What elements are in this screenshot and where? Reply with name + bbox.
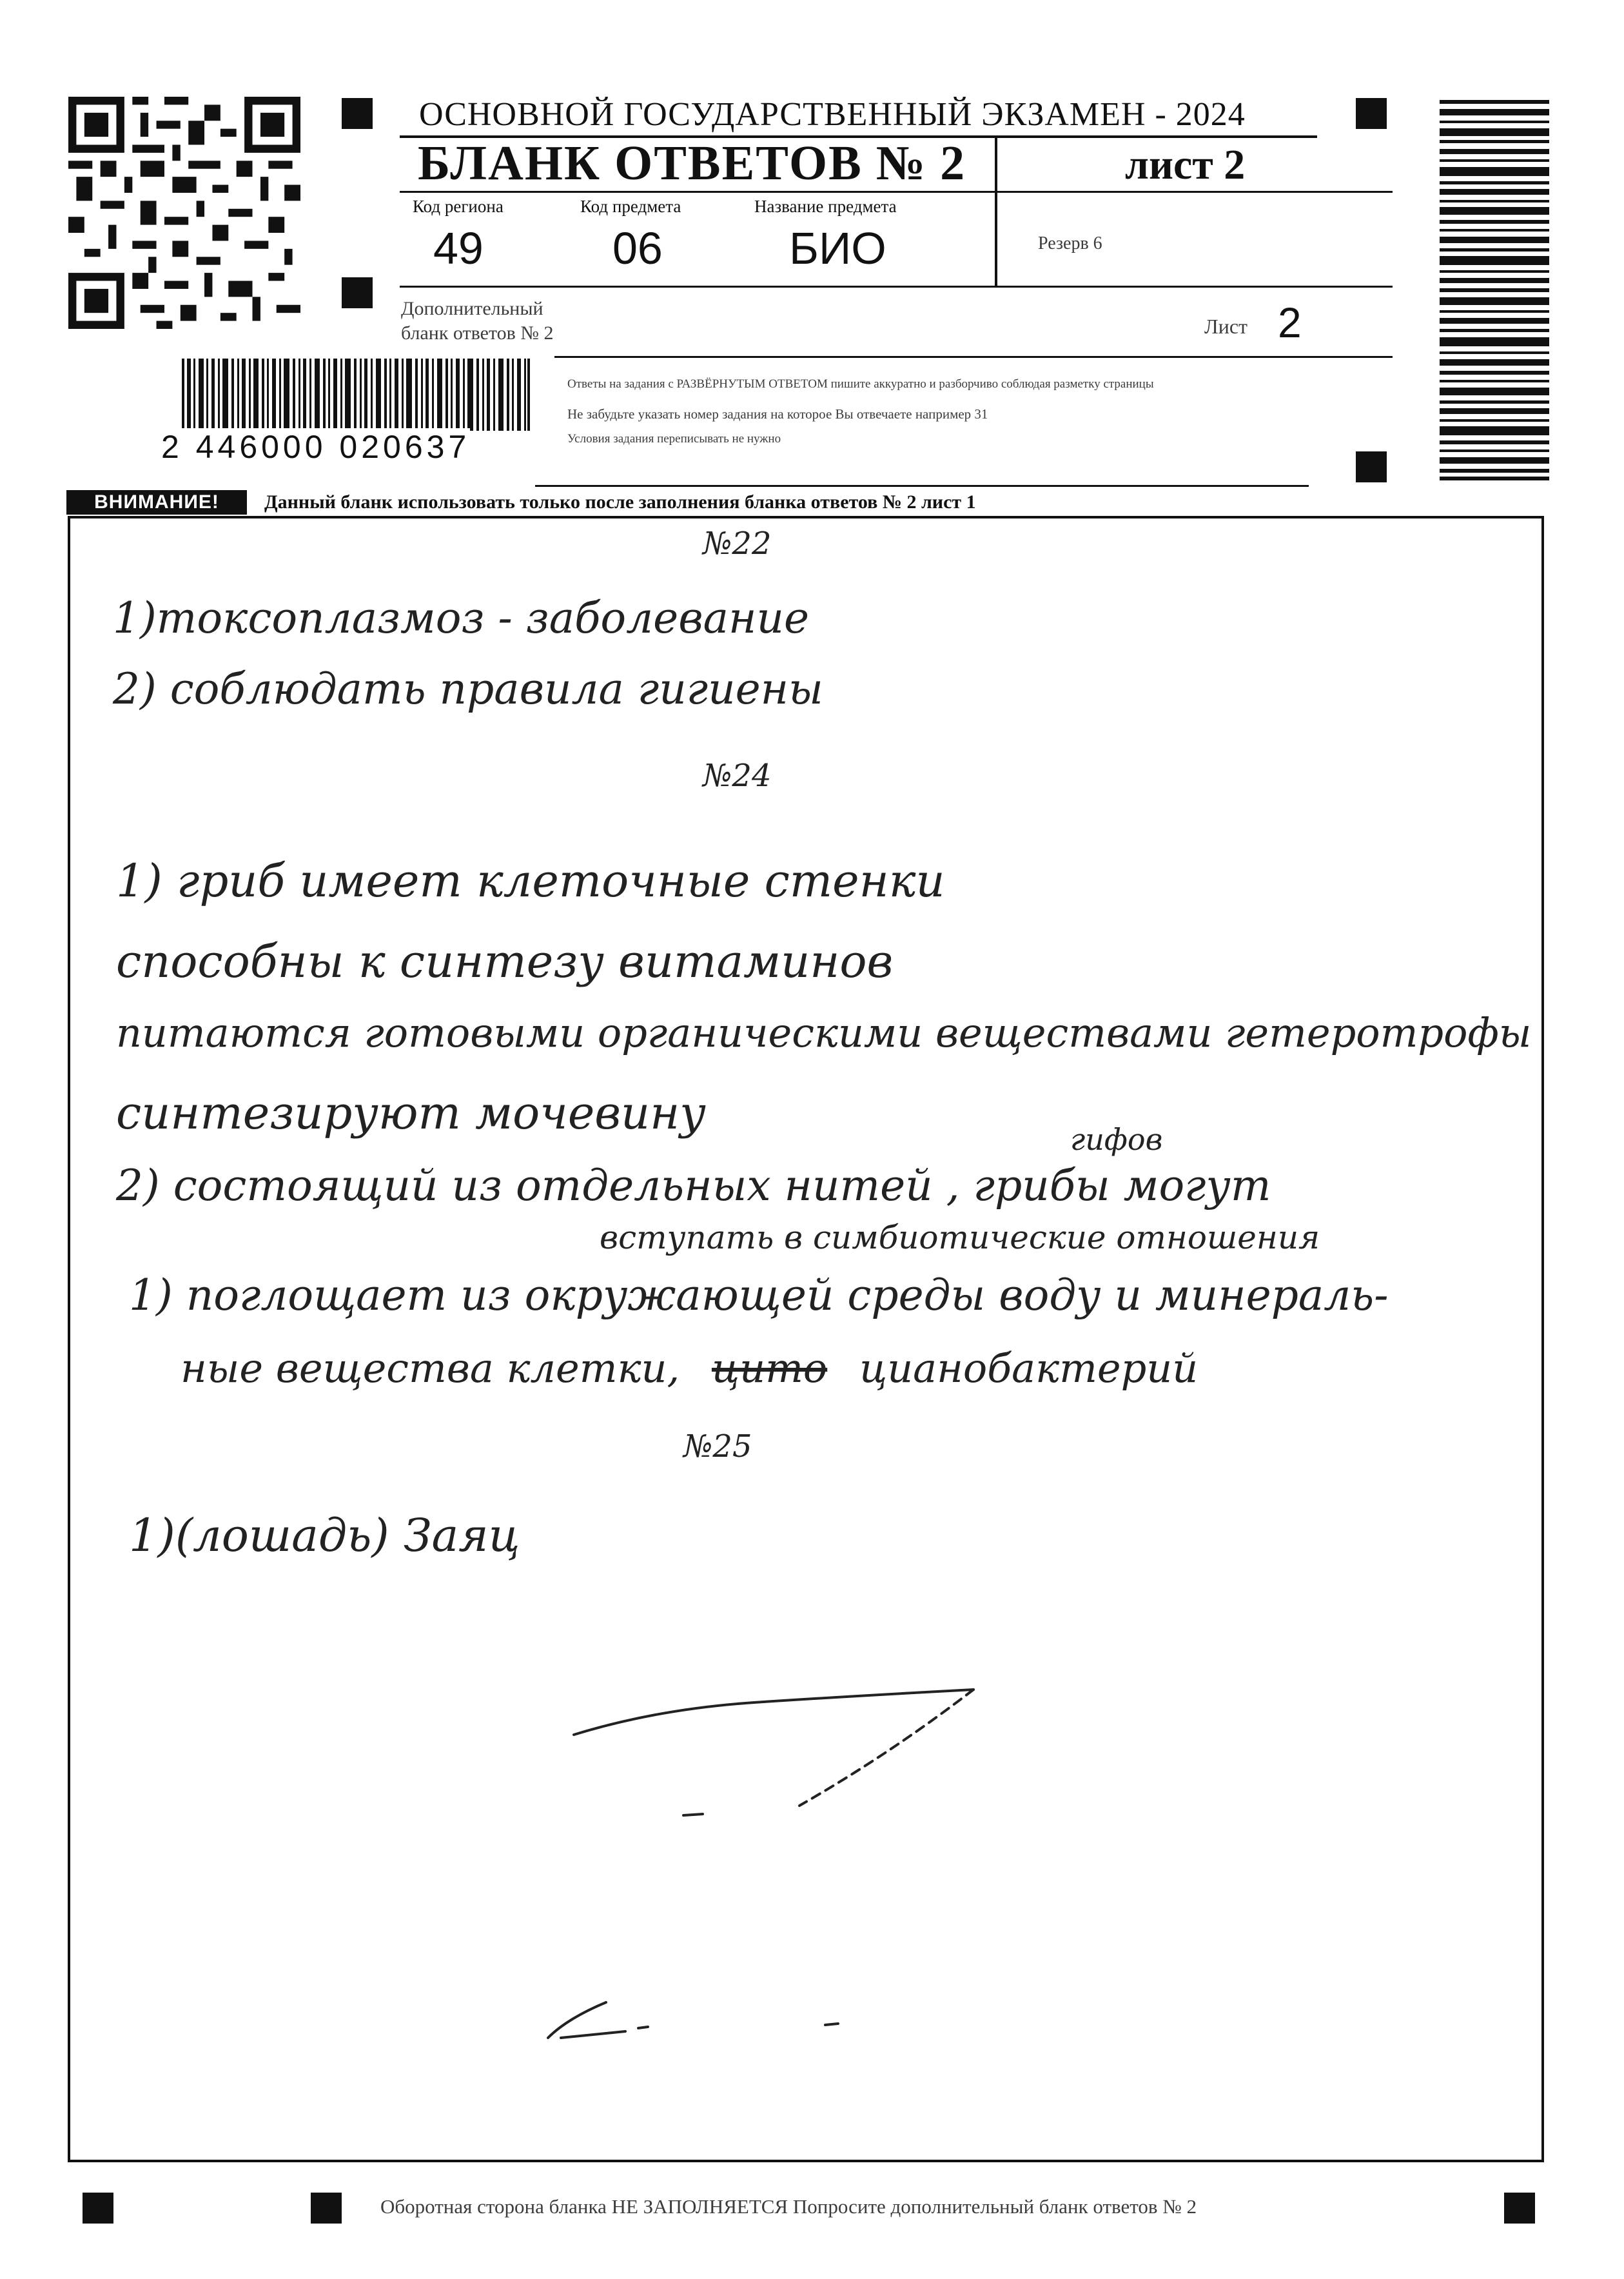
- sheet-small-label: Лист: [1204, 315, 1248, 338]
- reserve-text: Резерв 6: [1038, 233, 1102, 253]
- warning-text: Данный бланк использовать только после заполнения бланка ответов № 2 лист 1: [264, 491, 976, 513]
- exam-title: ОСНОВНОЙ ГОСУДАРСТВЕННЫЙ ЭКЗАМЕН - 2024: [419, 96, 1246, 133]
- z-strike-mark: [529, 1677, 1109, 2064]
- region-value: 49: [433, 223, 484, 273]
- sheet-label: лист 2: [1125, 141, 1246, 188]
- answer-line-8: вступать в симбиотические отношения: [600, 1219, 1320, 1256]
- task-number-24: №24: [703, 758, 772, 794]
- alignment-marker-top-left: [342, 98, 373, 129]
- region-label: Код региона: [413, 197, 504, 216]
- qr-code: [68, 97, 300, 329]
- subject-code-value: 06: [612, 223, 663, 273]
- alignment-marker-bottom-left: [83, 2193, 113, 2224]
- alignment-marker-bottom-right: [1504, 2193, 1535, 2224]
- alignment-marker-bottom-mid: [311, 2193, 342, 2224]
- instruction-line-1: Ответы на задания с РАЗВЁРНУТЫМ ОТВЕТОМ пишите аккуратно и разборчиво соблюдая разметку страницы: [567, 377, 1154, 391]
- barcode: [182, 359, 530, 431]
- answer-line-10-start: ные вещества клетки,: [181, 1345, 680, 1392]
- additional-label-line2: бланк ответов № 2: [401, 322, 554, 344]
- struck-word: цито: [711, 1345, 828, 1392]
- instruction-line-2: Не забудьте указать номер задания на которое Вы отвечаете например 31: [567, 406, 988, 422]
- additional-label-line1: Дополнительный: [401, 298, 543, 319]
- answer-line-10-end: цианобактерий: [859, 1345, 1198, 1392]
- answer-line-7: 2) состоящий из отдельных нитей , грибы могут: [116, 1161, 1271, 1210]
- subject-name-label: Название предмета: [754, 197, 897, 216]
- form-title-underline: [400, 191, 1393, 193]
- insert-word: гифов: [1070, 1122, 1163, 1157]
- answer-line-10: [181, 1345, 1198, 1392]
- subject-name-value: БИО: [789, 223, 886, 273]
- answer-line-6: синтезируют мочевину: [116, 1087, 706, 1140]
- header-bottom-line: [535, 485, 1309, 487]
- subject-code-label: Код предмета: [580, 197, 681, 216]
- alignment-marker-top-right: [1356, 98, 1387, 129]
- form-title: БЛАНК ОТВЕТОВ № 2: [418, 136, 966, 190]
- alignment-marker-mid-left: [342, 277, 373, 308]
- footer-text: Оборотная сторона бланка НЕ ЗАПОЛНЯЕТСЯ Попросите дополнительный бланк ответов № 2: [380, 2195, 1197, 2218]
- answer-line-1: 1)токсоплазмоз - заболевание: [113, 593, 810, 643]
- task-number-25: №25: [683, 1428, 752, 1465]
- answer-line-11: 1)(лошадь) Заяц: [129, 1509, 520, 1562]
- answer-line-4: способны к синтезу витаминов: [116, 935, 894, 988]
- instruction-line-3: Условия задания переписывать не нужно: [567, 432, 781, 446]
- answer-line-9: 1) поглощает из окружающей среды воду и минераль-: [129, 1270, 1389, 1320]
- answer-line-2: 2) соблюдать правила гигиены: [113, 664, 823, 714]
- header-divider: [995, 137, 997, 286]
- answer-line-5: питаются готовыми органическими веществами гетеротрофы: [116, 1009, 1532, 1056]
- alignment-marker-mid-right: [1356, 451, 1387, 482]
- answer-line-3: 1) гриб имеет клеточные стенки: [116, 854, 945, 907]
- sheet-small-value: 2: [1278, 299, 1302, 346]
- task-number-22: №22: [703, 526, 772, 562]
- side-barcode: [1440, 100, 1549, 480]
- barcode-number: 2 446000 020637: [161, 429, 471, 465]
- warning-badge: ВНИМАНИЕ!: [66, 490, 247, 515]
- additional-row-underline: [554, 356, 1393, 358]
- code-row-underline: [400, 286, 1393, 288]
